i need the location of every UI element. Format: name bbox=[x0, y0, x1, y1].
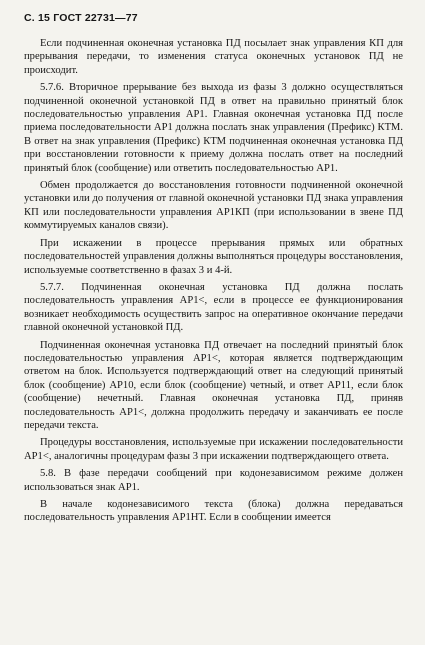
paragraph-8: 5.8. В фазе передачи сообщений при кодонезависимом режиме должен использоваться знак АР1. bbox=[24, 468, 403, 493]
paragraph-3: Обмен продолжается до восстановления готовности подчиненной оконечной установки или до получения от главной оконечной установки ПД знака управления КП или последовательности управления АР1КП (при использовании в звене ПД коммутируемых каналов связи). bbox=[24, 180, 403, 232]
page-header: С. 15 ГОСТ 22731—77 bbox=[24, 12, 138, 24]
paragraph-7: Процедуры восстановления, используемые при искажении последовательности АР1<, аналогичны процедурам фазы 3 при искажении подтверждающего ответа. bbox=[24, 437, 403, 462]
paragraph-9: В начале кодонезависимого текста (блока) должна передаваться последовательность управления АР1НТ. Если в сообщении имеется bbox=[24, 499, 403, 524]
paragraph-6: Подчиненная оконечная установка ПД отвечает на последний принятый блок последовательностью управления АР1<, которая является подтверждающим ответом на блок. Используется подтверждающий ответ на следующий принятый блок (сообщение) АР10, если блок (сообщение) четный, и ответ АР11, если блок (сообщение) нечетный. Главная оконечная установка ПД, приняв последовательность АР1<, должна продолжить передачу и заканчивать ее после передачи текста. bbox=[24, 339, 403, 431]
paragraph-5: 5.7.7. Подчиненная оконечная установка ПД должна послать последовательность управления АР1<, если в процессе ее функционирования возникает необходимость осуществить запрос на оперативное окончание передачи главной оконечной установкой ПД. bbox=[24, 281, 403, 334]
paragraph-4: При искажении в процессе прерывания прямых или обратных последовательностей управления должны выполняться процедуры восстановления, используемые соответственно в фазах 3 и 4-й. bbox=[24, 237, 403, 276]
paragraph-1: Если подчиненная оконечная установка ПД посылает знак управления КП для прерывания передачи, то изменения статуса оконечных установок ПД не происходит. bbox=[24, 38, 403, 76]
paragraph-2: 5.7.6. Вторичное прерывание без выхода из фазы 3 должно осуществляться подчиненной оконечной установкой ПД в ответ на правильно принятый блок последовательностью управления АР1. Главная оконечная установка ПД после приема последовательности АР1 должна послать знак управления (Префикс) КТМ. В ответ на знак управления (Префикс) КТМ подчиненная оконечная установка ПД при восстановлении готовности к приему должна послать ответ на последний принятый блок (сообщение) или ответить последовательностью АР1. bbox=[24, 82, 403, 174]
